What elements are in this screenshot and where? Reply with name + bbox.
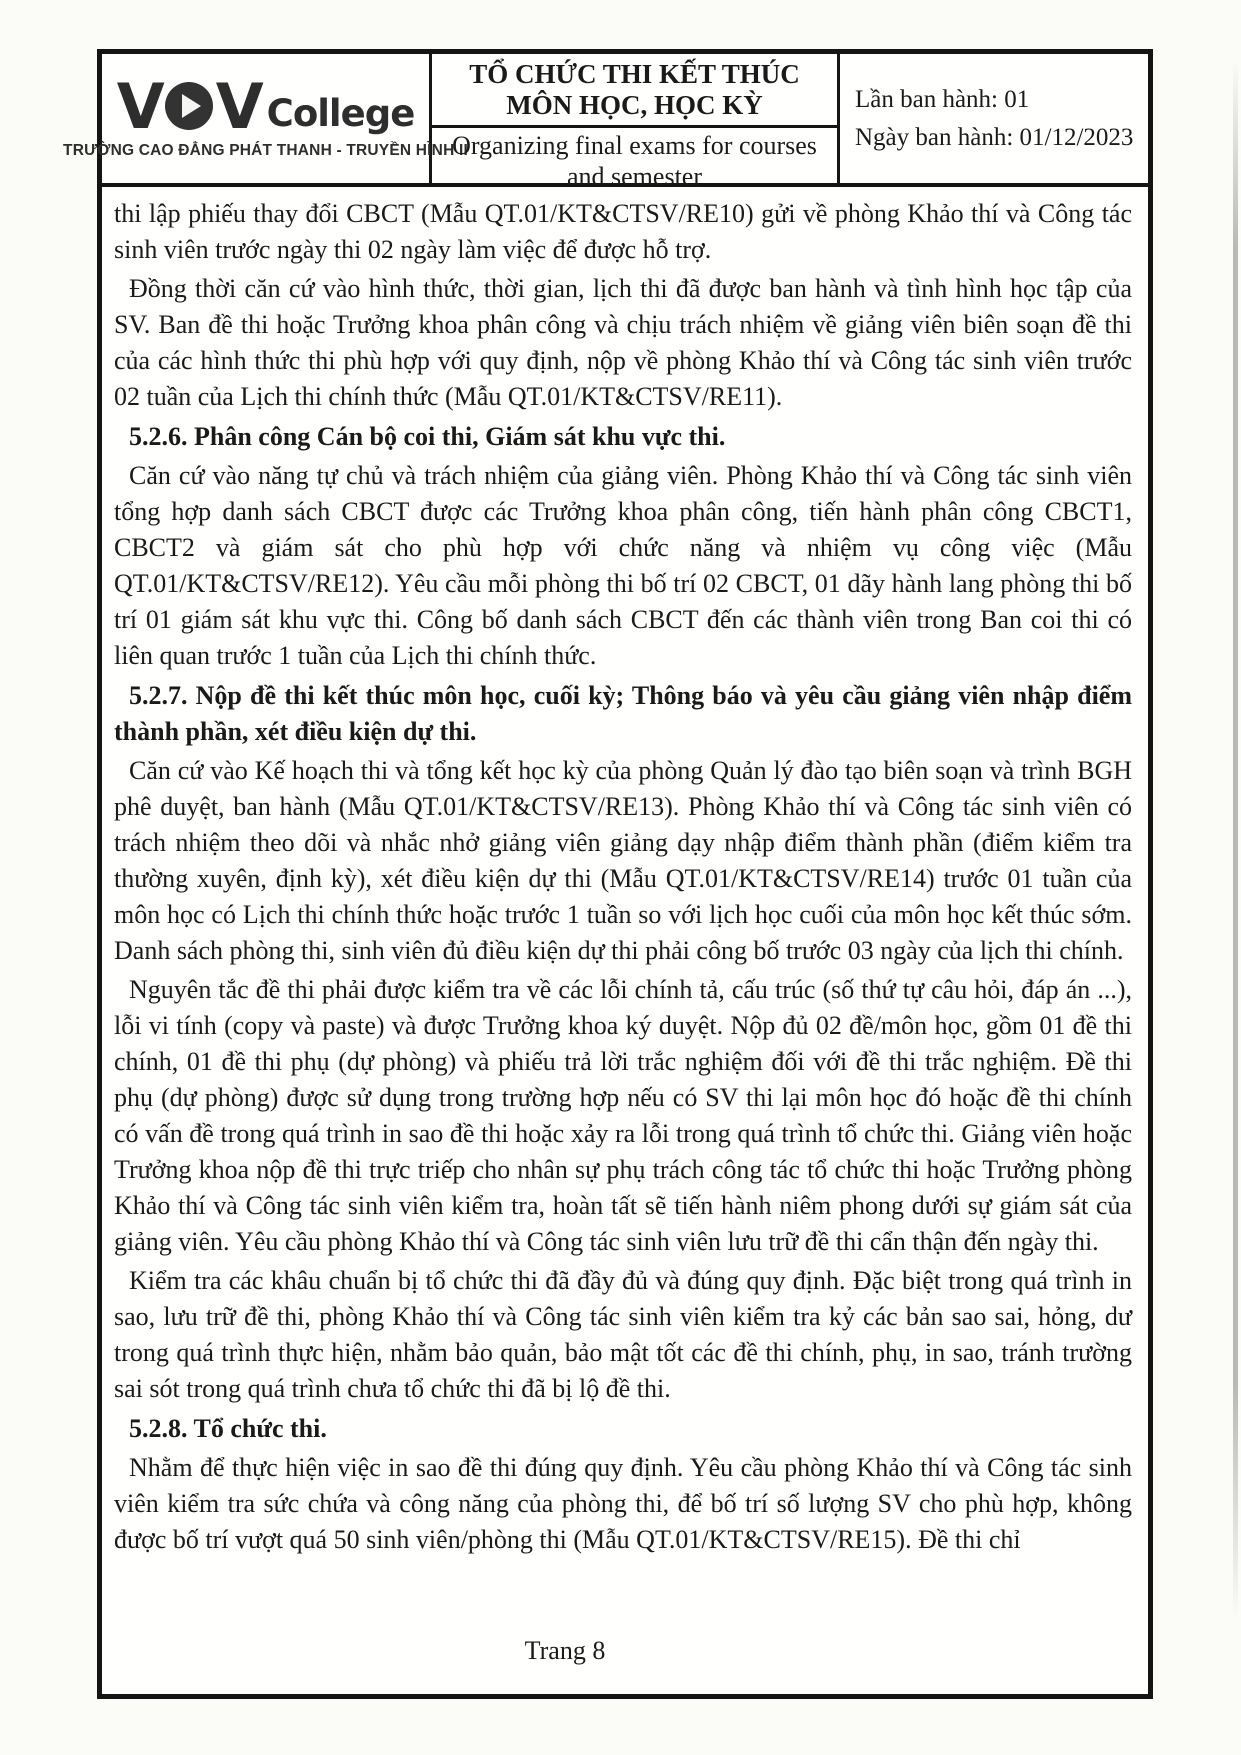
paragraph: Nhằm để thực hiện việc in sao đề thi đúng quy định. Yêu cầu phòng Khảo thí và Công tác sinh viên kiểm tra sức chứa và công năng của phòng thi, để bố trí số lượng SV cho phù hợp, không được bố trí vượt quá 50 sinh viên/phòng thi (Mẫu QT.01/KT&CTSV/RE15). Đề thi chỉ <box>114 1453 1132 1554</box>
paragraph: Căn cứ vào năng tự chủ và trách nhiệm của giảng viên. Phòng Khảo thí và Công tác sinh viên tổng hợp danh sách CBCT được các Trưởng khoa phân công, tiến hành phân công CBCT1, CBCT2 và giám sát cho phù hợp với chức năng và nhiệm vụ công việc (Mẫu QT.01/KT&CTSV/RE12). Yêu cầu mỗi phòng thi bố trí 02 CBCT, 01 dãy hành lang phòng thi bố trí 01 giám sát khu vực thi. Công bố danh sách CBCT đến các thành viên trong Ban coi thi có liên quan trước 1 tuần của Lịch thi chính thức. <box>114 461 1132 670</box>
document-body <box>102 187 1148 1558</box>
issue-date: Ngày ban hành: 01/12/2023 <box>855 124 1134 151</box>
play-triangle-icon <box>165 82 213 130</box>
document-title-en-line2: and semester <box>566 162 702 191</box>
logo-letter-v: V <box>215 69 259 143</box>
paragraph: Căn cứ vào Kế hoạch thi và tổng kết học kỳ của phòng Quản lý đào tạo biên soạn và trình BGH phê duyệt, ban hành (Mẫu QT.01/KT&CTSV/RE13). Phòng Khảo thí và Công tác sinh viên có trách nhiệm theo dõi và nhắc nhở giảng viên giảng dạy nhập điểm thành phần (điểm kiểm tra thường xuyên, định kỳ), xét điều kiện dự thi (Mẫu QT.01/KT&CTSV/RE14) trước 01 tuần của môn học có Lịch thi chính thức hoặc trước 1 tuần so với lịch học cuối của môn học kết thúc sớm. Danh sách phòng thi, sinh viên đủ điều kiện dự thi phải công bố trước 03 ngày của lịch thi chính. <box>114 756 1132 965</box>
title-cell <box>432 54 840 191</box>
page-number-footer: Trang 8 <box>524 1636 606 1665</box>
document-title-en <box>432 128 837 196</box>
vov-college-logo <box>116 69 415 143</box>
scanner-edge-artifact <box>1233 60 1238 1620</box>
logo-cell <box>63 54 468 183</box>
section-heading: 5.2.7. Nộp đề thi kết thúc môn học, cuối kỳ; Thông báo và yêu cầu giảng viên nhập điểm thành phần, xét điều kiện dự thi. <box>114 681 1132 746</box>
document-title-vi-line1: TỔ CHỨC THI KẾT THÚC <box>469 59 800 89</box>
revision-cell <box>840 54 1148 183</box>
document-title-vi <box>432 54 837 128</box>
vov-wordmark <box>116 69 259 143</box>
logo-letter-v: V <box>116 69 160 143</box>
section-heading: 5.2.8. Tổ chức thi. <box>129 1414 327 1443</box>
paragraph: Đồng thời căn cứ vào hình thức, thời gian, lịch thi đã được ban hành và tình hình học tập của SV. Ban đề thi hoặc Trưởng khoa phân công và chịu trách nhiệm về giảng viên biên soạn đề thi của các hình thức thi phù hợp với quy định, nộp về phòng Khảo thí và Công tác sinh viên trước 02 tuần của Lịch thi chính thức (Mẫu QT.01/KT&CTSV/RE11). <box>114 274 1132 411</box>
revision-number: Lần ban hành: 01 <box>855 86 1030 113</box>
paragraph: thi lập phiếu thay đổi CBCT (Mẫu QT.01/KT&CTSV/RE10) gửi về phòng Khảo thí và Công tác sinh viên trước ngày thi 02 ngày làm việc để được hỗ trợ. <box>114 199 1132 264</box>
document-frame <box>63 49 1153 1699</box>
logo-subtitle: TRƯỜNG CAO ĐẲNG PHÁT THANH - TRUYỀN HÌNH II <box>63 141 468 159</box>
paragraph: Nguyên tắc đề thi phải được kiểm tra về các lỗi chính tả, cấu trúc (số thứ tự câu hỏi, đáp án ...), lỗi vi tính (copy và paste) và được Trưởng khoa ký duyệt. Nộp đủ 02 đề/môn học, gồm 01 đề thi chính, 01 đề thi phụ (dự phòng) và phiếu trả lời trắc nghiệm đối với đề thi trắc nghiệm. Đề thi phụ (dự phòng) được sử dụng trong trường hợp nếu có SV thi lại môn học đó hoặc đề thi chính có vấn đề trong quá trình in sao đề thi hoặc xảy ra lỗi trong quá trình tổ chức thi. Giảng viên hoặc Trưởng khoa nộp đề thi trực triếp cho nhân sự phụ trách công tác tổ chức thi hoặc Trưởng phòng Khảo thí và Công tác sinh viên kiểm tra, hoàn tất sẽ tiến hành niêm phong dưới sự giám sát của giảng viên. Yêu cầu phòng Khảo thí và Công tác sinh viên lưu trữ đề thi cẩn thận đến ngày thi. <box>114 975 1132 1256</box>
section-heading: 5.2.6. Phân công Cán bộ coi thi, Giám sát khu vực thi. <box>129 422 726 451</box>
document-title-en-line1: Organizing final exams for courses <box>452 131 817 160</box>
paragraph: Kiểm tra các khâu chuẩn bị tổ chức thi đã đầy đủ và đúng quy định. Đặc biệt trong quá trình in sao, lưu trữ đề thi, phòng Khảo thí và Công tác sinh viên kiểm tra kỷ các bản sao sai, hỏng, dư trong quá trình thực hiện, nhằm bảo quản, bảo mật tốt các đề thi chính, phụ, in sao, tránh trường sai sót trong quá trình chưa tổ chức thi đã bị lộ đề thi. <box>114 1266 1132 1403</box>
header-table <box>63 54 1148 191</box>
logo-college-text: College <box>266 91 415 135</box>
document-title-vi-line2: MÔN HỌC, HỌC KỲ <box>506 90 763 120</box>
